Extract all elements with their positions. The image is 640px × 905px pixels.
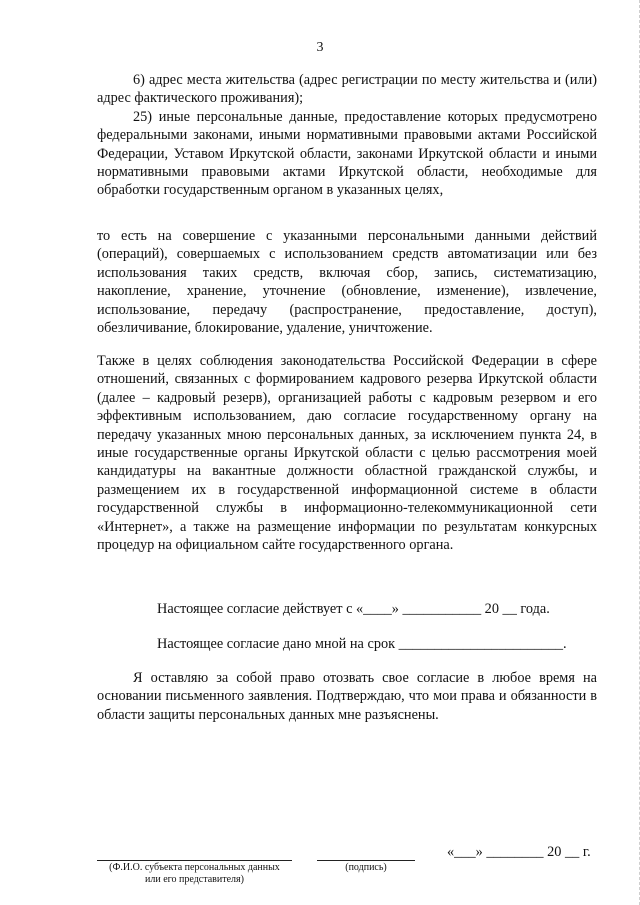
revocation-paragraph [97, 669, 597, 724]
processing-actions-paragraph [97, 227, 597, 337]
sign-caption: (подпись) [345, 862, 387, 873]
consent-valid-term: Настоящее согласие дано мной на срок _______________________. [157, 636, 567, 652]
personnel-reserve-paragraph [97, 352, 597, 554]
name-caption [97, 862, 292, 886]
reserve-text: Также в целях соблюдения законодательства Российской Федерации в сфере отношений, связанных с формированием кадрового резерва Иркутской области (далее – кадровый резерв), организацией работы с кадровым резервом и его эффективным использованием, даю согласие государственному органу на передачу указанных мною персональных данных, за исключением пункта 24, в иные государственные органы Иркутской области с целью рассмотрения моей кандидатуры на вакантные должности областной гражданской службы, и размещением их в государственной информационной системе в области государственной службы в информационно-телекоммуникационной сети «Интернет», а также на размещение информации по результатам конкурсных процедур на официальном сайте государственного органа. [97, 353, 597, 554]
list-item-25: 25) иные персональные данные, предоставление которых предусмотрено федеральными законами, иными нормативными правовыми актами Российской Федерации, Уставом Иркутской области, законами Иркутской области и иными нормативными правовыми актами Иркутской области, необходимые для обработки государственным органом в указанных целях, [97, 108, 597, 199]
signature-date: «___» ________ 20 __ г. [447, 844, 591, 860]
sign-line [317, 860, 415, 861]
name-caption-line-2: или его представителя) [145, 874, 244, 885]
personal-data-list [97, 71, 597, 200]
page-number: 3 [316, 40, 324, 55]
list-item-6: 6) адрес места жительства (адрес регистрации по месту жительства и (или) адрес фактического проживания); [97, 72, 597, 107]
name-signature-line [97, 860, 292, 861]
name-caption-line-1: (Ф.И.О. субъекта персональных данных [109, 862, 280, 873]
actions-text: то есть на совершение с указанными персональными данными действий (операций), совершаемых с использованием средств автоматизации или без использования таких средств, включая сбор, запись, систематизацию, накопление, хранение, уточнение (обновление, изменение), извлечение, использование, передачу (распространение, предоставление, доступ), обезличивание, блокирование, удаление, уничтожение. [97, 228, 597, 337]
consent-valid-from: Настоящее согласие действует с «____» ___________ 20 __ года. [157, 601, 550, 617]
revocation-text: Я оставляю за собой право отозвать свое согласие в любое время на основании письменного заявления. Подтверждаю, что мои права и обязанности в области защиты персональных данных мне разъяснены. [97, 670, 597, 723]
